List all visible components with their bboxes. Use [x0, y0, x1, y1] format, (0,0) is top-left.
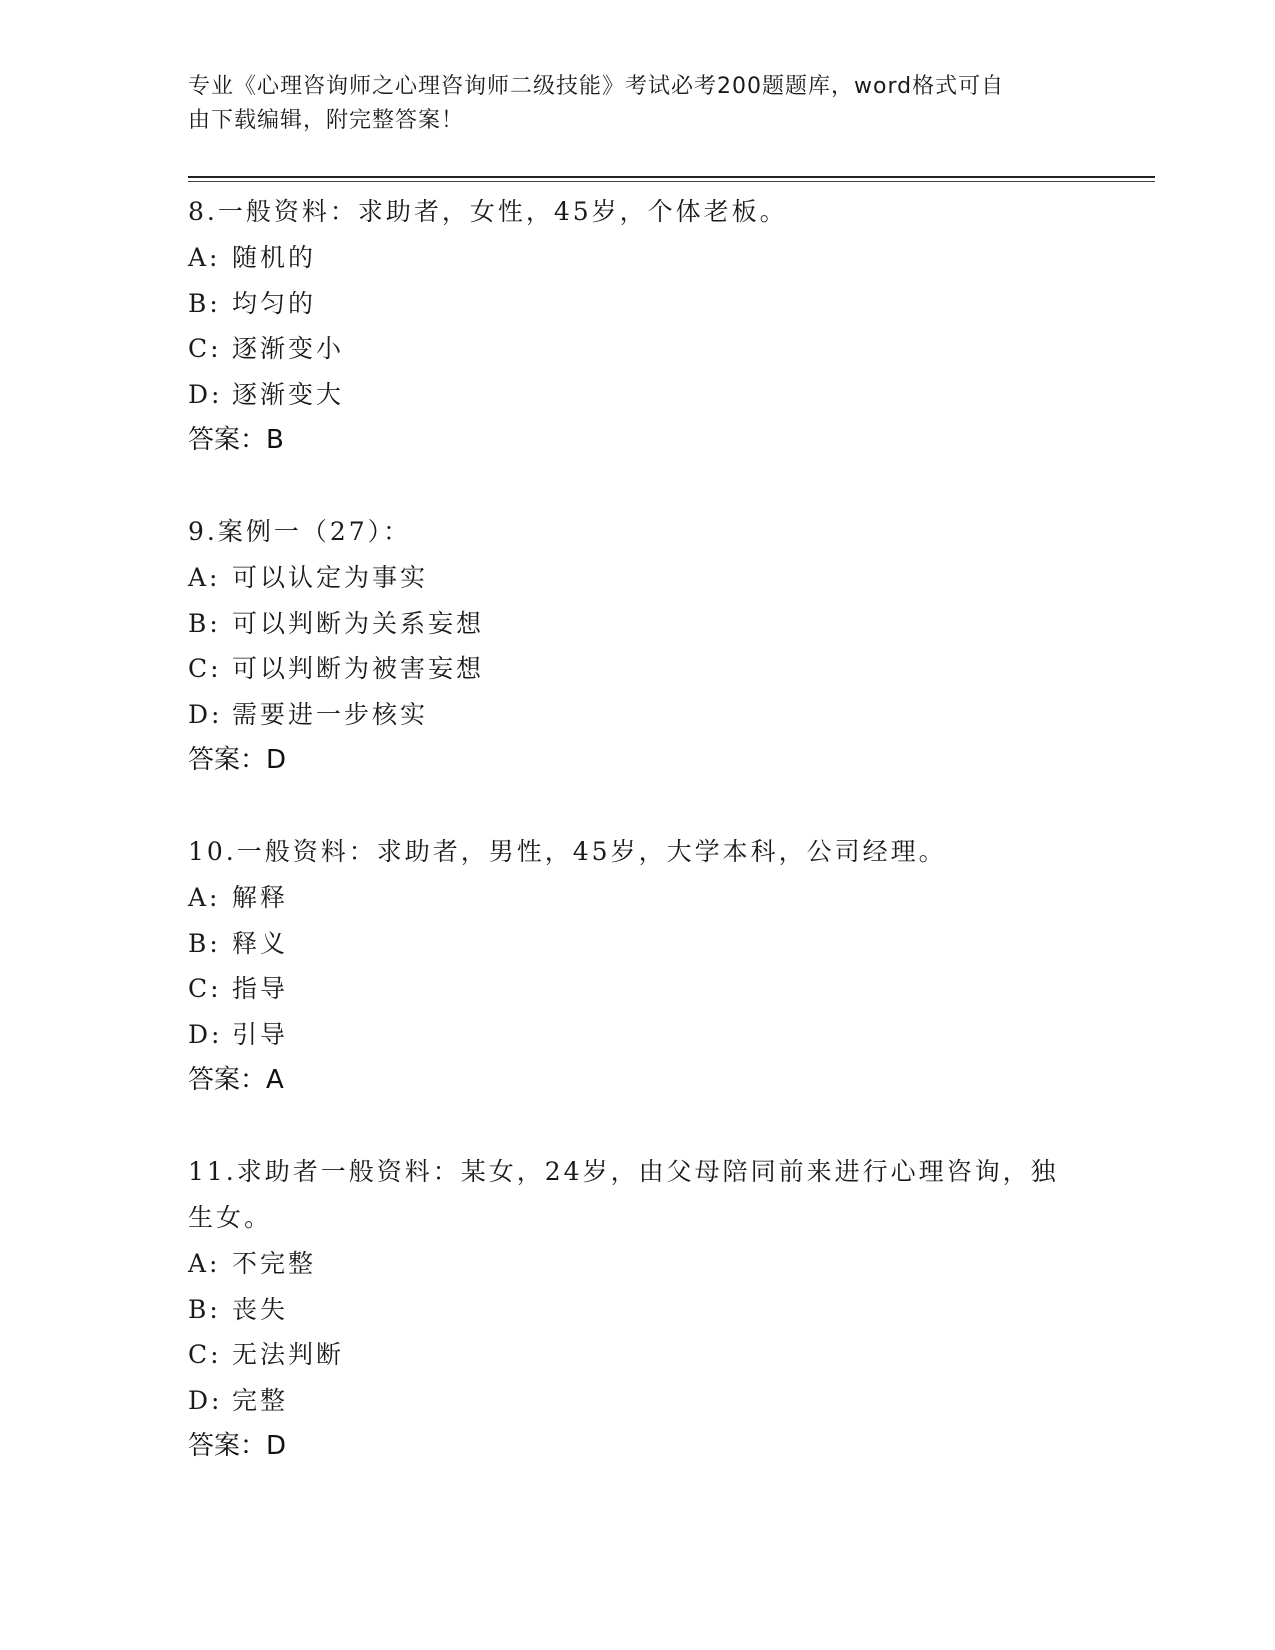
- option-text: 可以判断为被害妄想: [232, 654, 485, 683]
- option-b: [188, 921, 1088, 967]
- option-b: [188, 1287, 1088, 1333]
- option-key: D:: [188, 1019, 223, 1049]
- option-text: 完整: [232, 1385, 289, 1415]
- option-key: B:: [188, 1294, 221, 1324]
- option-key: A:: [188, 243, 221, 272]
- option-key: A:: [188, 883, 221, 912]
- option-a: [188, 875, 1088, 921]
- option-text: 逐渐变小: [232, 334, 345, 363]
- question-list: [188, 189, 1088, 1515]
- option-b: [188, 601, 1088, 647]
- question-stem: [188, 509, 1088, 555]
- answer-line: 答案：B: [188, 425, 284, 455]
- question-stem: [188, 1149, 1088, 1195]
- option-text: 释义: [232, 928, 289, 958]
- answer-line: 答案：A: [188, 1065, 284, 1095]
- option-c: [188, 326, 1088, 372]
- option-text: 引导: [232, 1019, 289, 1049]
- question-stem-text: 一般资料：求助者，女性，45岁，个体老板。: [217, 197, 788, 226]
- option-key: C:: [188, 1340, 222, 1369]
- option-text: 可以判断为关系妄想: [232, 608, 485, 638]
- option-key: B:: [188, 608, 221, 638]
- option-c: [188, 1332, 1088, 1378]
- option-key: D:: [188, 699, 223, 729]
- option-key: B:: [188, 288, 221, 318]
- option-c: [188, 966, 1088, 1012]
- option-key: C:: [188, 974, 222, 1003]
- option-key: C:: [188, 334, 222, 363]
- option-text: 无法判断: [232, 1340, 345, 1369]
- option-a: [188, 1241, 1088, 1287]
- question-number: 8.: [188, 197, 218, 226]
- option-text: 解释: [232, 883, 289, 912]
- option-text: 指导: [232, 974, 289, 1003]
- question-11: [188, 1149, 1088, 1469]
- question-number: 10.: [188, 837, 237, 866]
- option-b: [188, 281, 1088, 327]
- option-a: [188, 555, 1088, 601]
- header-line-1: 专业《心理咨询师之心理咨询师二级技能》考试必考200题题库，word格式可自: [188, 74, 1005, 99]
- header-divider-thick: [188, 176, 1155, 178]
- option-key: C:: [188, 654, 222, 683]
- option-text: 逐渐变大: [232, 379, 345, 409]
- option-text: 随机的: [232, 243, 317, 272]
- header-divider-thin: [188, 181, 1155, 182]
- question-8: [188, 189, 1088, 463]
- question-stem: [188, 189, 1088, 235]
- document-header: [188, 70, 1068, 138]
- question-number: 11.: [188, 1157, 237, 1186]
- option-d: [188, 692, 1088, 738]
- option-key: B:: [188, 928, 221, 958]
- option-a: [188, 235, 1088, 281]
- answer-line: 答案：D: [188, 1431, 287, 1461]
- question-9: [188, 509, 1088, 783]
- question-10: [188, 829, 1088, 1103]
- question-stem-text: 求助者一般资料：某女，24岁，由父母陪同前来进行心理咨询，独: [236, 1157, 1059, 1186]
- option-d: [188, 1378, 1088, 1424]
- question-stem-continued: 生女。: [188, 1203, 273, 1232]
- option-text: 需要进一步核实: [232, 699, 429, 729]
- option-d: [188, 372, 1088, 418]
- header-line-2: 由下载编辑，附完整答案！: [188, 108, 465, 133]
- option-text: 不完整: [232, 1249, 317, 1278]
- question-number: 9.: [188, 517, 218, 546]
- option-c: [188, 646, 1088, 692]
- answer-line: 答案：D: [188, 745, 287, 775]
- option-key: A:: [188, 563, 221, 592]
- option-text: 丧失: [232, 1294, 289, 1324]
- option-text: 均匀的: [232, 288, 317, 318]
- option-key: D:: [188, 1385, 223, 1415]
- question-stem: [188, 829, 1088, 875]
- option-key: D:: [188, 379, 223, 409]
- option-d: [188, 1012, 1088, 1058]
- question-stem-text: 案例一（27）：: [217, 517, 412, 546]
- question-stem-text: 一般资料：求助者，男性，45岁，大学本科，公司经理。: [236, 837, 947, 866]
- option-text: 可以认定为事实: [232, 563, 429, 592]
- option-key: A:: [188, 1249, 221, 1278]
